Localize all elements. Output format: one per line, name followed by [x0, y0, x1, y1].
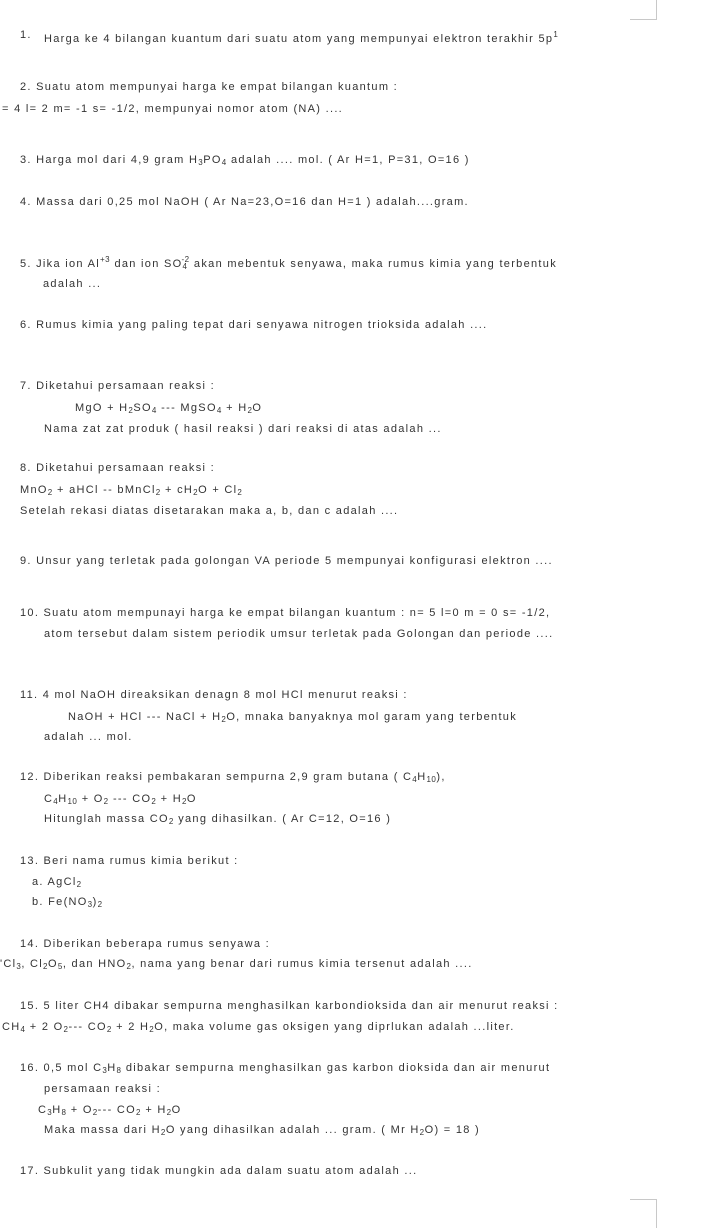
question-16: 16. 0,5 mol $C_3H_8$ dibakar sempurna menghasilkan gas karbon dioksida dan air menurut	[20, 1062, 551, 1075]
question-1: Harga ke 4 bilangan kuantum dari suatu atom yang mempunyai elektron terakhir $5p^1$	[44, 30, 559, 45]
question-5-line-2: adalah ...	[43, 278, 102, 290]
question-8-line-3: Setelah rekasi diatas disetarakan maka a, b, dan c adalah ....	[20, 505, 399, 517]
question-11: 11. 4 mol NaOH direaksikan denagn 8 mol HCl menurut reaksi :	[20, 689, 408, 701]
crop-mark-top	[630, 0, 657, 20]
question-5: 5. Jika ion $Al^{+3}$ dan ion $SO_4^{-2}$ akan mebentuk senyawa, maka rumus kimia yang terbentuk	[20, 255, 558, 271]
question-8-equation: MnO$_2$ + aHCl -- bMnCl$_2$ + $cH_2O + Cl_2$	[20, 484, 243, 497]
question-9: 9. Unsur yang terletak pada golongan VA periode 5 mempunyai konfigurasi elektron ....	[20, 555, 553, 567]
question-2: 2. Suatu atom mempunyai harga ke empat bilangan kuantum :	[20, 81, 399, 93]
question-15: 15. 5 liter CH4 dibakar sempurna menghasilkan karbondioksida dan air menurut reaksi :	[20, 1000, 559, 1012]
question-16-line-2: persamaan reaksi :	[44, 1083, 161, 1095]
question-11-line-3: adalah ... mol.	[44, 731, 133, 743]
question-12: 12. Diberikan reaksi pembakaran sempurna 2,9 gram butana ( $C_4H_{10}$),	[20, 771, 446, 784]
crop-mark-bottom	[630, 1199, 657, 1228]
question-15-line-2: $CH_4 + 2$ $O_2---$ $CO_2 + 2$ $H_2O$, maka volume gas oksigen yang diprlukan adalah ...liter.	[2, 1021, 515, 1034]
question-14-line-2: '$Cl_3$, $Cl_2O_5$, dan $HNO_2$, nama yang benar dari rumus kimia tersenut adalah ....	[0, 958, 473, 971]
question-7-equation: MgO + $H_2SO_4$ --- MgSO$_4$ + $H_2O$	[75, 402, 263, 415]
question-10-line-2: atom tersebut dalam sistem periodik umsur terletak pada Golongan dan periode ....	[44, 628, 554, 640]
question-7-line-3: Nama zat zat produk ( hasil reaksi ) dari reaksi di atas adalah ...	[44, 423, 442, 435]
question-10: 10. Suatu atom mempunayi harga ke empat bilangan kuantum : n= 5 l=0 m = 0 s= -1/2,	[20, 607, 551, 619]
question-7: 7. Diketahui persamaan reaksi :	[20, 380, 215, 392]
question-8: 8. Diketahui persamaan reaksi :	[20, 462, 215, 474]
question-13-b: b. $Fe(NO_3)_2$	[32, 896, 103, 909]
question-13: 13. Beri nama rumus kimia berikut :	[20, 855, 239, 867]
question-17: 17. Subkulit yang tidak mungkin ada dalam suatu atom adalah ...	[20, 1165, 418, 1177]
question-16-line-4: Maka massa dari $H_2O$ yang dihasilkan adalah ... gram. ( Mr $H_2O) = 18$ )	[44, 1124, 481, 1137]
question-16-equation: $C_3H_8 + O_2---$ $CO_2 + H_2O$	[38, 1104, 182, 1117]
question-6: 6. Rumus kimia yang paling tepat dari senyawa nitrogen trioksida adalah ....	[20, 319, 488, 331]
question-12-line-3: Hitunglah massa $CO_2$ yang dihasilkan. ( Ar C=12, O=16 )	[44, 813, 392, 826]
question-1-number: 1.	[20, 29, 32, 41]
question-4: 4. Massa dari 0,25 mol NaOH ( Ar Na=23,O=16 dan H=1 ) adalah....gram.	[20, 196, 469, 208]
question-3: 3. Harga mol dari 4,9 gram $H_3PO_4$ adalah .... mol. ( Ar H=1, P=31, O=16 )	[20, 154, 470, 167]
question-2-values: = 4 l= 2 m= -1 s= -1/2, mempunyai nomor atom (NA) ....	[2, 103, 344, 115]
question-14: 14. Diberikan beberapa rumus senyawa :	[20, 938, 270, 950]
question-13-a: a. AgCl$_2$	[32, 876, 82, 889]
question-11-equation: NaOH + HCl --- NaCl + $H_2O$, mnaka banyaknya mol garam yang terbentuk	[68, 711, 518, 724]
question-12-equation: $C_4H_{10} + O_2$ --- $CO_2 + H_2O$	[44, 793, 197, 806]
